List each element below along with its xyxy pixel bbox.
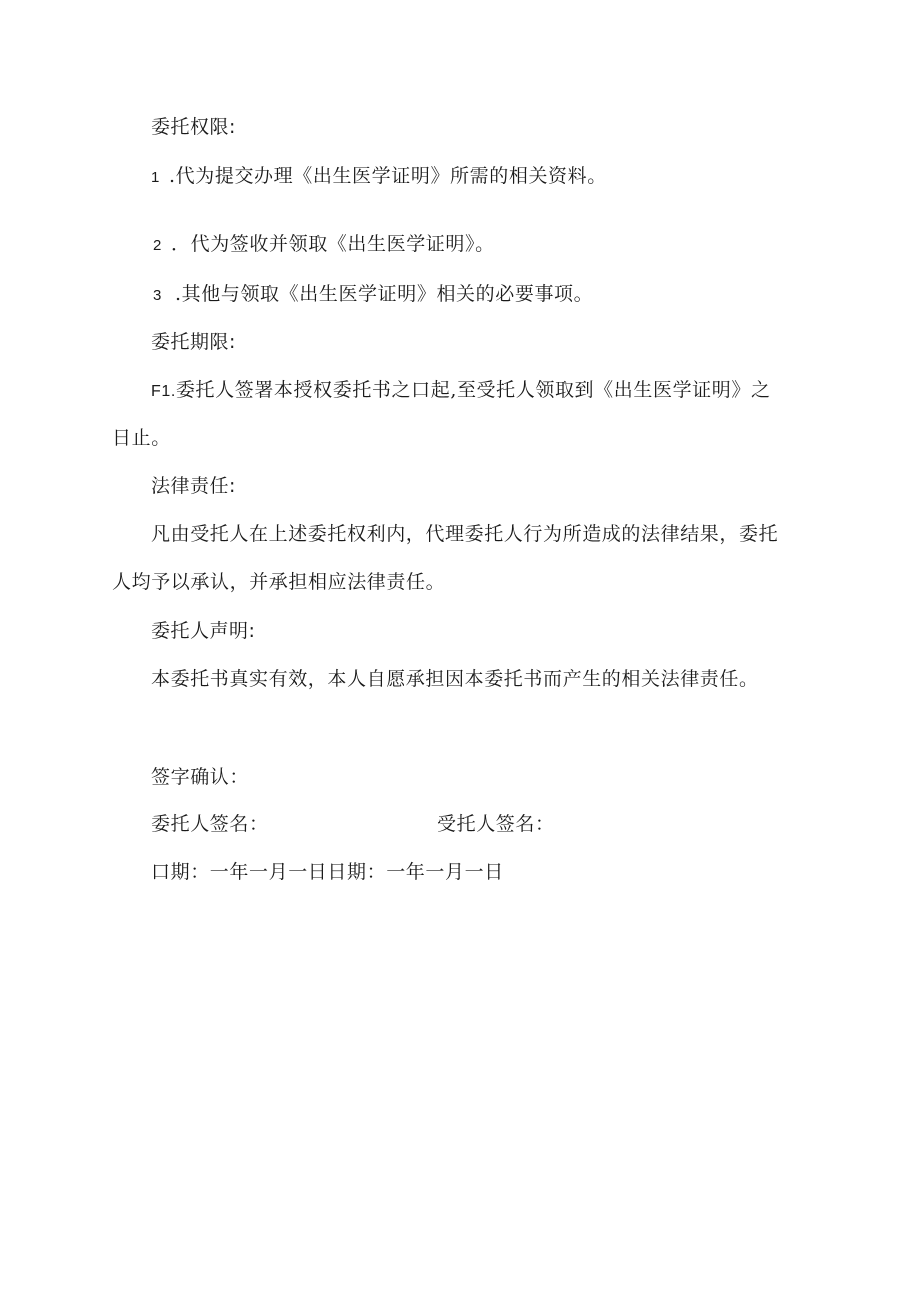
item-number: 1 [151,169,160,186]
authority-item-2 [153,232,495,258]
legal-heading: 法律责任: [151,475,236,497]
authority-item-1 [151,164,607,190]
item-text: ．代为签收并领取《出生医学证明》。 [171,233,495,255]
statement-heading: 委托人声明: [151,620,256,642]
period-line-2: 日止。 [112,427,171,449]
period-prefix: F1. [151,383,176,400]
date-line: 口期：一年一月一日日期：一年一月一日 [151,861,504,883]
legal-line-2: 人均予以承认，并承担相应法律责任。 [112,571,446,593]
item-text: .其他与领取《出生医学证明》相关的必要事项。 [175,283,594,305]
period-text: 委托人签署本授权委托书之口起,至受托人领取到《出生医学证明》之 [175,379,771,401]
period-heading: 委托期限: [151,331,236,353]
item-text: .代为提交办理《出生医学证明》所需的相关资料。 [169,165,607,187]
period-line-1 [151,378,771,404]
item-number: 2 [153,237,162,254]
authority-item-3 [153,282,593,308]
authority-heading: 委托权限: [151,116,236,138]
legal-line-1: 凡由受托人在上述委托权利内，代理委托人行为所造成的法律结果，委托 [151,523,779,545]
statement-text: 本委托书真实有效，本人自愿承担因本委托书而产生的相关法律责任。 [151,668,759,690]
principal-signature-label: 委托人签名： [151,813,269,835]
signature-confirm: 签字确认： [151,766,250,788]
agent-signature-label: 受托人签名： [437,813,555,835]
item-number: 3 [153,287,162,304]
